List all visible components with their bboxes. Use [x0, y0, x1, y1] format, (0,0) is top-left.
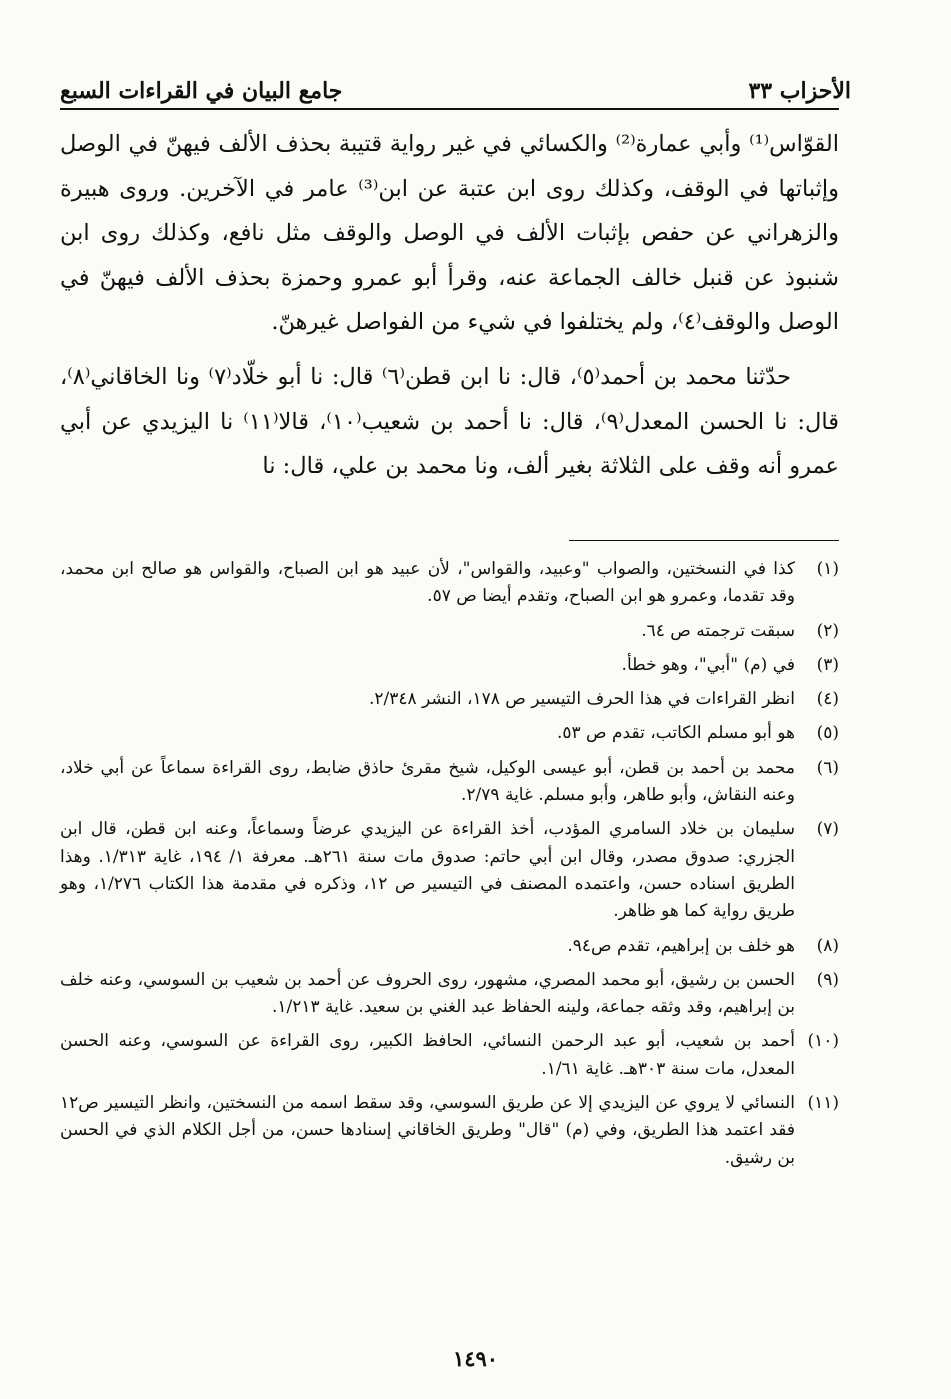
footnote-text: انظر القراءات في هذا الحرف التيسير ص ١٧٨، النشر ٢/٣٤٨. — [368, 689, 795, 710]
footnote-text: النسائي لا يروي عن اليزيدي إلا عن طريق السوسي، وقد سقط اسمه من النسختين، وانظر التيسير ص١٢ فقد اعتمد هذا الطريق، وفي (م) "قال" وطريق الخاقاني إسنادها حسن، من أجل الكلام الذي في الحسن بن رشيق. — [60, 1093, 795, 1168]
footnote-text: سبقت ترجمته ص ٦٤. — [641, 620, 795, 641]
page-number: ١٤٩٠ — [452, 1346, 499, 1371]
footnote-number: (١١) — [807, 1093, 839, 1114]
footnote-number: (١) — [816, 559, 839, 579]
main-paragraph: القوّاس⁽¹⁾ وأبي عمارة⁽²⁾ والكسائي في غير رواية قتيبة بحذف الألف فيهنّ في الوصل وإثباتها في الوقف، وكذلك روى ابن عتبة عن ابن⁽³⁾ عامر في الآخرين. وروى هبيرة والزهراني عن حفص بإثبات الألف في الوصل والوقف مثل نافع، وكذلك روى ابن شنبوذ عن قنبل خالف الجماعة عنه، وقرأ أبو عمرو وحمزة بحذف الألف فيهنّ في الوصل والوقف⁽٤⁾، ولم يختلفوا في شيء من الفواصل غيرهنّ. — [60, 131, 839, 336]
footnote — [60, 720, 839, 747]
footnote — [60, 1090, 839, 1172]
footnote-text: محمد بن أحمد بن قطن، أبو عيسى الوكيل، شيخ مقرئ حاذق ضابط، روى القراءة سماعاً عن أبي خلاد، وعنه النقاش، وأبو طاهر، وأبو مسلم. غاية ٢/٧٩. — [60, 757, 795, 806]
footnote-text: هو أبو مسلم الكاتب، تقدم ص ٥٣. — [556, 723, 795, 744]
footnote — [60, 933, 839, 960]
footnote-text: سليمان بن خلاد السامري المؤدب، أخذ القراءة عن اليزيدي عرضاً وسماعاً، وعنه ابن قطن، قال ابن الجزري: صدوق مصدر، وقال ابن أبي حاتم: صدوق مات سنة ٢٦١هـ. معرفة ١/ ١٩٤، غاية ١/٣١٣. وهذا الطريق اسناده حسن، واعتمده المصنف في التيسير ص ١٢، وذكره في مقدمة هذا الكتاب ١/٢٧٦، وهو طريق رواية كما هو ظاهر. — [60, 819, 795, 922]
footnote — [60, 816, 839, 925]
footnote — [60, 618, 839, 645]
footnote — [60, 686, 839, 713]
footnote-text: الحسن بن رشيق، أبو محمد المصري، مشهور، روى الحروف عن أحمد بن شعيب بن السوسي، وعنه خلف بن إبراهيم، وقد وثقه جماعة، ولينه الحفاظ عبد الغني بن سعيد. غاية ١/٢١٣. — [60, 969, 795, 1018]
footnote — [60, 652, 839, 679]
header-rule — [60, 108, 839, 110]
footnote-number: (٤) — [816, 689, 839, 710]
footnote-number: (٣) — [816, 654, 839, 675]
main-paragraph: حدّثنا محمد بن أحمد⁽٥⁾، قال: نا ابن قطن⁽٦⁾ قال: نا أبو خلّاد⁽٧⁾ ونا الخاقاني⁽٨⁾، قال: نا الحسن المعدل⁽٩⁾، قال: نا أحمد بن شعيب⁽١٠⁾، قالا⁽١١⁾ نا اليزيدي عن أبي عمرو أنه وقف على الثلاثة بغير ألف، ونا محمد بن علي، قال: نا — [60, 363, 839, 480]
footnote — [60, 556, 839, 611]
footnote-text: أحمد بن شعيب، أبو عبد الرحمن النسائي، الحافظ الكبير، روى القراءة عن السوسي، وعنه الحسن المعدل، مات سنة ٣٠٣هـ. غاية ١/٦١. — [60, 1031, 795, 1079]
main-text — [60, 122, 839, 489]
footnote — [60, 1028, 839, 1083]
footnote-text: هو خلف بن إبراهيم، تقدم ص٩٤. — [567, 935, 795, 956]
footnote-text: كذا في النسختين، والصواب "وعبيد، والقواس"، لأن عبيد هو ابن الصباح، والقواس هو صالح ابن محمد، وقد تقدما، وعمرو هو ابن الصباح، وتقدم أيضا ص ٥٧. — [60, 559, 795, 607]
footnote-number: (٧) — [816, 819, 839, 840]
running-header — [60, 62, 851, 102]
footnote-number: (٦) — [816, 757, 839, 778]
footnotes — [60, 556, 839, 1179]
footnote — [60, 967, 839, 1022]
header-book-title: جامع البيان في القراءات السبع — [60, 78, 343, 104]
header-section-title: الأحزاب ٣٣ — [748, 78, 851, 104]
footnote-separator — [569, 540, 839, 541]
footnote-number: (٥) — [816, 723, 839, 744]
footnote-text: في (م) "أبي"، وهو خطأ. — [621, 654, 795, 675]
footnote-number: (١٠) — [807, 1031, 839, 1052]
footnote-number: (٩) — [816, 969, 839, 990]
footnote-number: (٨) — [816, 935, 839, 956]
footnote-number: (٢) — [816, 620, 839, 641]
footnote — [60, 755, 839, 810]
